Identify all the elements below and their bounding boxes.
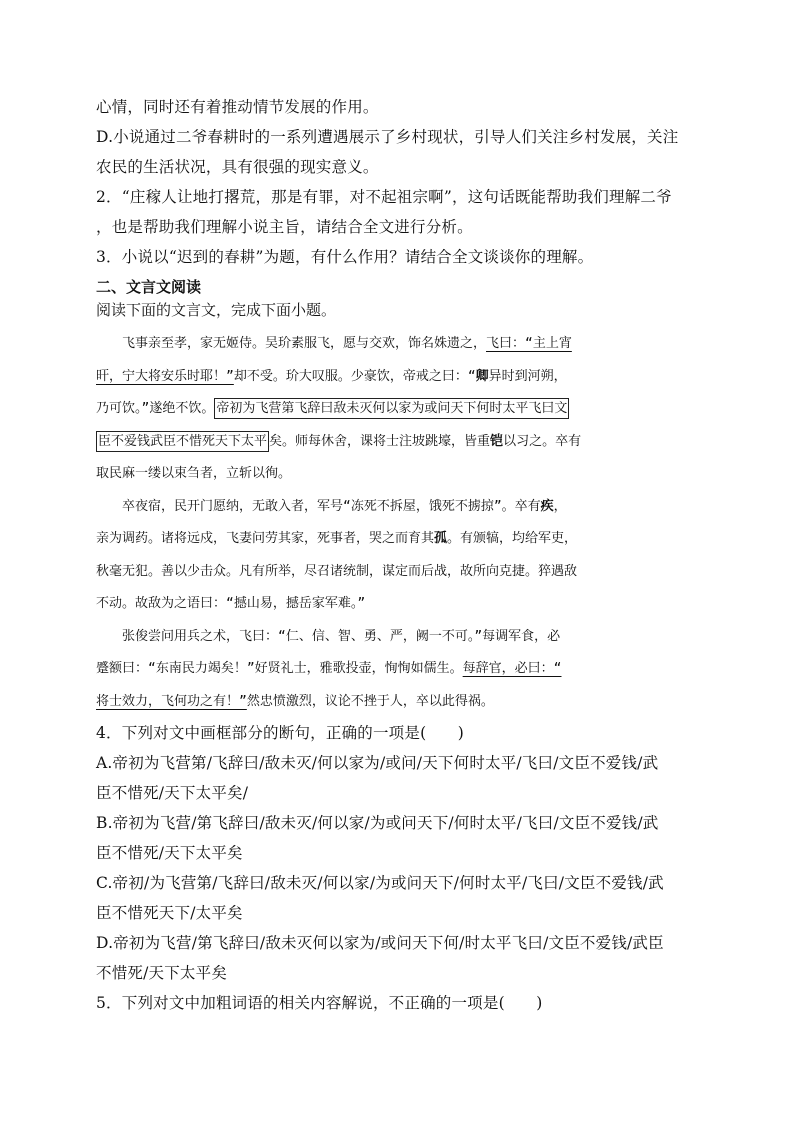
underlined-text: 飞曰：“主上宵 (486, 336, 572, 351)
passage-text: 乃可饮。”遂绝不饮。 (96, 401, 215, 416)
passage-line: 秋毫无犯。善以少击众。凡有所举，尽召诸统制，谋定而后战，故所向克捷。猝遇敌 (96, 563, 578, 579)
passage-text: 以习之。卒有 (503, 433, 582, 449)
passage-line (96, 328, 696, 361)
passage-text: 。师每休舍，课将士注坡跳壕，皆重 (282, 433, 491, 449)
section-intro: 阅读下面的文言文，完成下面小题。 (96, 301, 337, 319)
question-2-line-1: 2．“庄稼人让地打撂荒，那是有罪，对不起祖宗啊”，这句话既能帮助我们理解二爷 (96, 188, 672, 206)
underlined-text: 将士效力，飞何功之有！” (96, 693, 247, 709)
classical-passage (96, 328, 696, 718)
passage-text: 亲为调药。诸将远戍，飞妻问劳其家，死事者，哭之而育其 (96, 531, 435, 546)
question-4-option-d-line-2: 不惜死/天下太平矣 (96, 964, 228, 982)
passage-text: 矣 (269, 433, 283, 449)
bold-term: 孤 (434, 531, 448, 546)
question-1-tail: 心情，同时还有着推动情节发展的作用。 (96, 98, 379, 116)
underlined-text: 旰，宁大将安乐时耶！” (96, 368, 234, 384)
passage-text: 飞事亲至孝，家无姬侍。吴玠素服飞，愿与交欢，饰名姝遗之， (122, 336, 487, 351)
question-2-line-2: ，也是帮助我们理解小说主旨，请结合全文进行分析。 (96, 218, 473, 236)
document-page (96, 92, 696, 1018)
passage-text: ， (553, 498, 567, 514)
passage-text: 蹙额曰：“东南民力竭矣！”好贤礼士，雅歌投壶，恂恂如儒生。 (96, 661, 463, 676)
question-4-option-a-line-2: 臣不惜死/天下太平矣/ (96, 784, 249, 802)
question-4-option-c-line-2: 臣不惜死天下/太平矣 (96, 904, 243, 922)
question-4-option-d-line-1: D.帝初为飞营/第飞辞曰/敌未灭何以家为/或问天下何/时太平飞曰/文臣不爱钱/武臣 (96, 934, 664, 952)
question-3: 3．小说以“迟到的春耕”为题，有什么作用？请结合全文谈谈你的理解。 (96, 248, 594, 266)
bold-term: 铠 (490, 433, 504, 449)
question-1-option-d-line-2: 农民的生活状况，具有很强的现实意义。 (96, 158, 379, 176)
bold-term: 卿 (475, 368, 489, 384)
question-4-option-c-line-1: C.帝初/为飞营第/飞辞曰/敌未灭/何以家/为或问天下/何时太平/飞曰/文臣不爱钱/武 (96, 874, 664, 892)
underlined-text: 每辞官，必曰：“ (462, 661, 562, 676)
passage-line (96, 361, 696, 394)
passage-line (96, 686, 696, 719)
question-4-option-a-line-1: A.帝初为飞营第/飞辞曰/敌未灭/何以家为/或问/天下何时太平/飞曰/文臣不爱钱/武 (96, 754, 659, 772)
passage-line (96, 653, 696, 686)
passage-text: 卒夜宿，民开门愿纳，无敢入者，军号“冻死不拆屋，饿死不掳掠”。卒有 (122, 498, 541, 514)
question-1-option-d-line-1: D.小说通过二爷春耕时的一系列遭遇展示了乡村现状，引导人们关注乡村发展，关注 (96, 128, 679, 146)
passage-line (96, 393, 696, 426)
question-4-option-b-line-2: 臣不惜死/天下太平矣 (96, 844, 243, 862)
passage-line: 张俊尝问用兵之术，飞曰：“仁、信、智、勇、严，阙一不可。”每调军食，必 (122, 628, 561, 644)
passage-line (96, 426, 696, 459)
passage-text: 。有颁犒，均给军吏， (447, 531, 578, 546)
passage-text: 异时到河朔， (488, 368, 567, 384)
question-4-option-b-line-1: B.帝初为飞营/第飞辞曰/敌未灭/何以家/为或问天下/何时太平/飞曰/文臣不爱钱/武 (96, 814, 659, 832)
passage-text: 却不受。玠大叹服。少豪饮，帝戒之曰：“ (233, 368, 476, 384)
question-4-stem: 4．下列对文中画框部分的断句，正确的一项是( ) (96, 724, 464, 742)
boxed-text: 帝初为飞营第飞辞曰敌未灭何以家为或问天下何时太平飞曰文 (214, 398, 569, 419)
bold-term: 疾 (540, 498, 554, 514)
question-5-stem: 5．下列对文中加粗词语的相关内容解说，不正确的一项是( ) (96, 994, 543, 1012)
passage-line (96, 491, 696, 524)
passage-line (96, 523, 696, 556)
passage-line: 不动。故敌为之语曰：“撼山易，撼岳家军难。” (96, 596, 366, 611)
boxed-text: 臣不爱钱武臣不惜死天下太平 (96, 431, 269, 452)
passage-line: 取民麻一缕以束刍者，立斩以徇。 (96, 466, 292, 481)
passage-text: 然忠愤激烈，议论不挫于人，卒以此得祸。 (246, 693, 494, 709)
section-title: 二、文言文阅读 (96, 278, 202, 296)
